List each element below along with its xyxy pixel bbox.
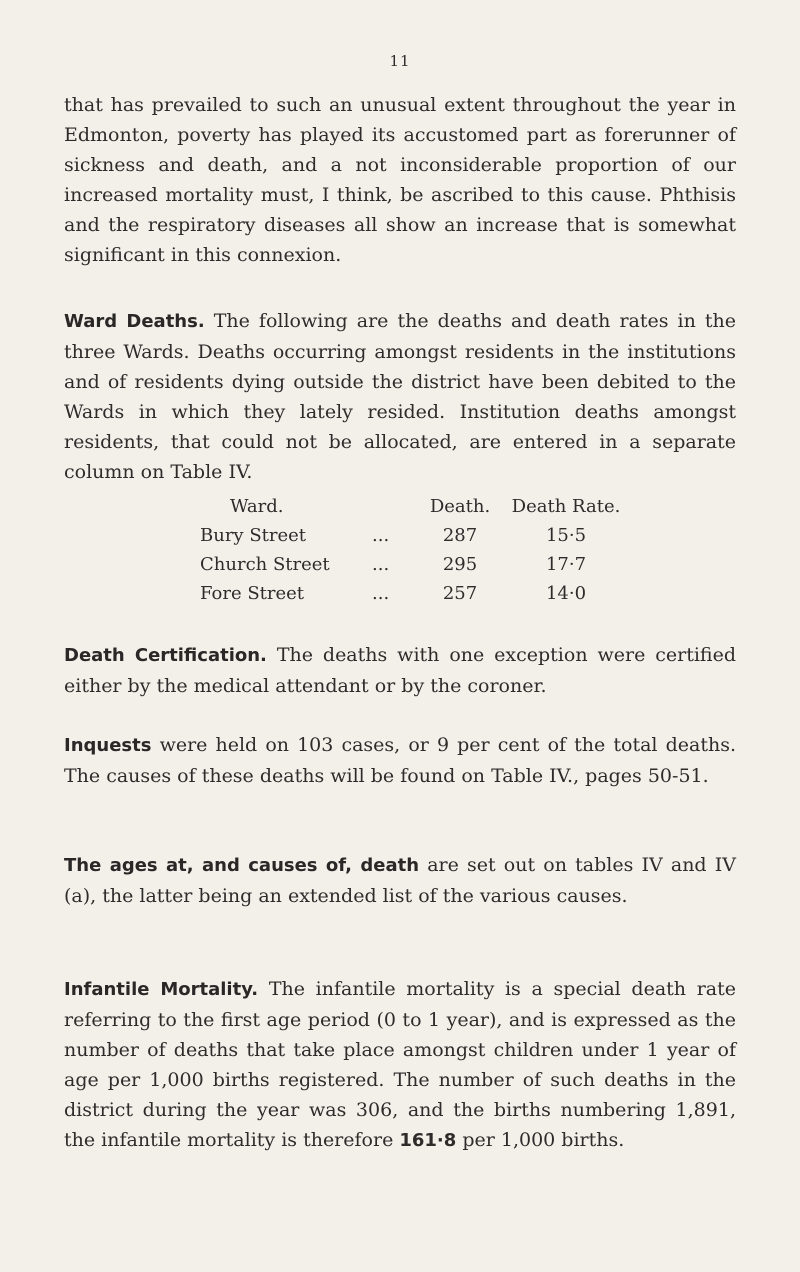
table-row	[0, 525, 800, 554]
ward-name: Bury Street	[200, 525, 307, 546]
ward-column-header: Ward.	[230, 496, 284, 517]
intro-paragraph	[64, 90, 736, 270]
ward-name: Church Street	[200, 554, 330, 575]
intro-text: that has prevailed to such an unusual extent throughout the year in Edmonton, poverty has played its accustomed part as forerunner of sickness and death, and a not inconsiderable proportion of our increased mortality must, I think, be ascribed to this cause. Phthisis and the respiratory diseases all show an increase that is somewhat significant in this connexion.	[64, 94, 736, 266]
ward-death-rate: 15·5	[545, 525, 587, 546]
ward-table-header	[0, 496, 800, 525]
ward-death-rate: 14·0	[545, 583, 587, 604]
leader-dots: ...	[372, 525, 390, 546]
death-certification-text: The deaths with one exception were certified either by the medical attendant or by the coroner.	[64, 644, 736, 697]
table-row	[0, 583, 800, 612]
infantile-mortality-rate: 161·8	[399, 1130, 457, 1151]
ward-deaths-text: The following are the deaths and death rates in the three Wards. Deaths occurring amongst residents in the institutions and of residents dying outside the district have been debited to the Wards in which they lately resided. Institution deaths amongst residents, that could not be allocated, are entered in a separate column on Table IV.	[64, 310, 737, 483]
ages-causes-paragraph	[64, 850, 736, 911]
ward-deaths-table	[0, 496, 800, 612]
ward-death-rate: 17·7	[545, 554, 587, 575]
inquests-paragraph	[64, 730, 736, 791]
page-number: 11	[389, 52, 411, 70]
ward-deaths-paragraph	[64, 306, 736, 487]
infantile-mortality-paragraph	[64, 974, 736, 1156]
death-column-header: Death.	[429, 496, 491, 517]
ward-death-count: 257	[442, 583, 478, 604]
leader-dots: ...	[372, 583, 390, 604]
table-row	[0, 554, 800, 583]
death-certification-paragraph	[64, 640, 736, 701]
ward-deaths-heading: Ward Deaths.	[64, 311, 205, 332]
ward-death-count: 287	[442, 525, 478, 546]
inquests-text: were held on 103 cases, or 9 per cent of the total deaths. The causes of these deaths will be found on Table IV., pages 50-51.	[64, 734, 736, 787]
infantile-mortality-heading: Infantile Mortality.	[64, 979, 259, 1000]
death-rate-column-header: Death Rate.	[511, 496, 621, 517]
ward-death-count: 295	[442, 554, 478, 575]
leader-dots: ...	[372, 554, 390, 575]
death-certification-heading: Death Certification.	[64, 645, 267, 666]
infantile-mortality-text: The infantile mortality is a special death rate referring to the first age period (0 to 1 year), and is expressed as the number of deaths that take place amongst children under 1 year of age per 1,000 births registered. The number of such deaths in the district during the year was 306, and the births numbering 1,891, the infantile mortality is therefore	[64, 978, 737, 1151]
ward-name: Fore Street	[200, 583, 305, 604]
infantile-mortality-tail: per 1,000 births.	[462, 1129, 625, 1151]
ages-causes-heading: The ages at, and causes of, death	[64, 855, 420, 876]
inquests-heading: Inquests	[64, 735, 152, 756]
ages-causes-text: are set out on tables IV and IV (a), the latter being an extended list of the various causes.	[64, 854, 736, 907]
